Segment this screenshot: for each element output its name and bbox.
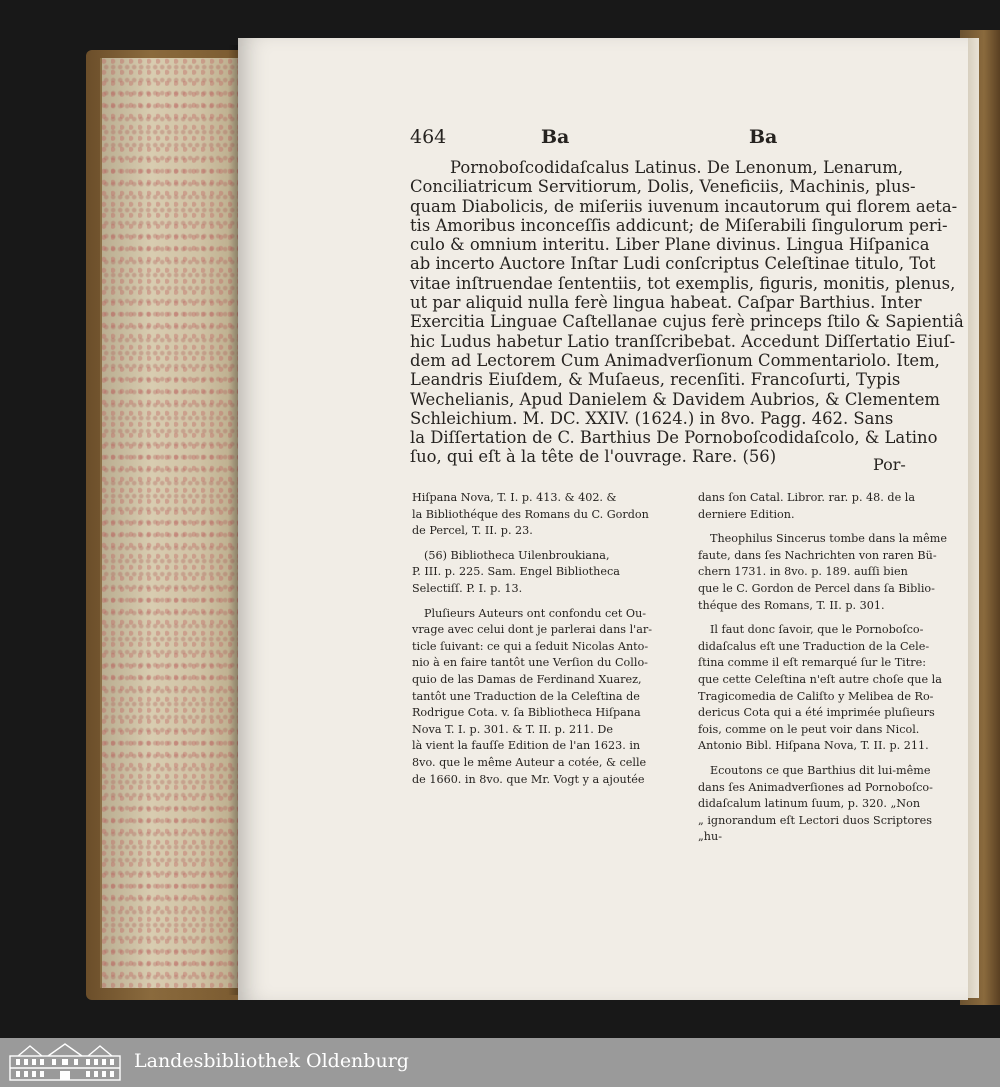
footnote-line: Antonio Bibl. Hiſpana Nova, T. II. p. 211. [698, 739, 929, 753]
main-text-line: ſuo, qui eſt à la tête de l'ouvrage. Rare. (56) [410, 447, 777, 467]
main-text-line: Exercitia Linguae Caſtellanae cujus ferè princeps ſtilo & Sapientiâ [410, 312, 964, 332]
main-text-line: hic Ludus habetur Latio tranſſcribebat. Accedunt Diſſertatio Eiuſ- [410, 331, 956, 351]
footnote-line: didaſcalum latinum ſuum, p. 320. „Non [698, 797, 921, 811]
footnote-line: Tragicomedia de Caliſto y Melibea de Ro- [698, 689, 934, 703]
main-text-line: culo & omnium interitu. Liber Plane divinus. Lingua Hiſpanica [410, 235, 930, 255]
main-text-line: vitae inſtruendae ſententiis, tot exemplis, figuris, monitis, plenus, [410, 273, 956, 293]
footnote-line: Pluſieurs Auteurs ont confondu cet Ou- [424, 606, 647, 620]
footnote-line: quio de las Damas de Ferdinand Xuarez, [412, 672, 642, 686]
footnote-paragraph [412, 548, 650, 598]
book-page-edge [100, 58, 242, 988]
footnote-line: Nova T. I. p. 301. & T. II. p. 211. De [412, 722, 613, 736]
footnote-line: là vient la fauſſe Edition de l'an 1623. in [412, 739, 641, 753]
footnote-line: Rodrigue Cota. v. ſa Bibliotheca Hiſpana [412, 706, 641, 720]
footnotes-left-column [412, 490, 653, 796]
main-text-line: Leandris Eiuſdem, & Muſaeus, recenſiti. Francoſurti, Typis [410, 370, 901, 390]
footnote-paragraph [412, 490, 650, 540]
library-footer-bar [0, 1038, 1000, 1087]
footnote-line: ticle ſuivant: ce qui a ſeduit Nicolas Anto- [412, 639, 649, 653]
main-text-line: Schleichium. M. DC. XXIV. (1624.) in 8vo. Pagg. 462. Sans [410, 408, 894, 428]
footnote-line: derniere Edition. [698, 507, 795, 521]
running-head-right: Ba [749, 126, 778, 148]
catchword: Por- [873, 455, 906, 474]
main-text-line: ut par aliquid nulla ferè lingua habeat. Caſpar Barthius. Inter [410, 293, 922, 313]
footnote-line: de 1660. in 8vo. que Mr. Vogt y a ajoutée [412, 772, 645, 786]
main-text-line: Conciliatricum Servitiorum, Dolis, Veneficiis, Machinis, plus- [410, 177, 916, 197]
footnote-line: didaſcalus eſt une Traduction de la Cele- [698, 639, 930, 653]
footnote-line: la Bibliothéque des Romans du C. Gordon [412, 507, 649, 521]
footnote-line: Theophilus Sincerus tombe dans la même [710, 532, 948, 546]
footnote-line: faute, dans ſes Nachrichten von raren Bü- [698, 548, 937, 562]
footnote-paragraph [698, 531, 948, 614]
footnote-line: Hiſpana Nova, T. I. p. 413. & 402. & [412, 491, 617, 504]
page-number: 464 [410, 126, 447, 148]
footnote-paragraph [698, 490, 915, 523]
main-entry-text [410, 158, 964, 467]
running-head-left: Ba [541, 126, 570, 148]
footnote-line: que le C. Gordon de Percel dans ſa Biblio- [698, 581, 935, 595]
footnote-line: Ecoutons ce que Barthius dit lui-même [710, 763, 931, 777]
main-text-line: tis Amoribus inconceſſis addicunt; de Miſerabili ſingulorum peri- [410, 215, 948, 235]
footnote-line: Selectiſſ. P. I. p. 13. [412, 581, 523, 595]
main-text-line: Wechelianis, Apud Danielem & Davidem Aubrios, & Clementem [410, 389, 940, 409]
footnote-line: 8vo. que le même Auteur a cotée, & celle [412, 755, 647, 769]
footnote-line: „hu- [698, 830, 722, 844]
footnote-line: dans ſon Catal. Libror. rar. p. 48. de la [698, 491, 915, 504]
footnote-line: vrage avec celui dont je parlerai dans l'ar- [412, 623, 653, 637]
footnote-line: Il faut donc ſavoir, que le Pornoboſco- [710, 623, 924, 637]
footnote-line: nio à en faire tantôt une Verſion du Collo- [412, 656, 648, 670]
footnote-line: „ ignorandum eſt Lectori duos Scriptores [698, 813, 932, 827]
main-text-line: dem ad Lectorem Cum Animadverſionum Commentariolo. Item, [410, 350, 940, 370]
library-building-logo-icon [8, 1042, 122, 1082]
footnote-line: dericus Cota qui a été imprimée pluſieurs [698, 706, 935, 720]
library-name: Landesbibliothek Oldenburg [134, 1050, 409, 1072]
footnote-line: que cette Celeſtina n'eſt autre choſe que la [698, 672, 942, 686]
main-text-line: Pornoboſcodidaſcalus Latinus. De Lenonum, Lenarum, [450, 158, 904, 177]
footnote-line: dans ſes Animadverſiones ad Pornoboſco- [698, 780, 933, 794]
footnote-line: P. III. p. 225. Sam. Engel Bibliotheca [412, 565, 620, 579]
main-text-line: quam Diabolicis, de miſeriis iuvenum incautorum qui florem aeta- [410, 196, 958, 216]
footnotes-right-column [698, 490, 948, 854]
footnote-line: ſtina comme il eſt remarqué ſur le Titre: [698, 656, 926, 670]
book-page [238, 38, 968, 1000]
footnote-paragraph [698, 763, 933, 846]
footnote-line: théque des Romans, T. II. p. 301. [698, 598, 885, 612]
footnote-paragraph [412, 606, 653, 789]
footnote-line: fois, comme on le peut voir dans Nicol. [698, 722, 920, 736]
footnote-line: tantôt une Traduction de la Celeſtina de [412, 689, 640, 703]
footnote-line: de Percel, T. II. p. 23. [412, 524, 533, 538]
main-text-line: la Diſſertation de C. Barthius De Pornoboſcodidaſcolo, & Latino [410, 428, 938, 448]
footnote-line: (56) Bibliotheca Uilenbroukiana, [424, 548, 610, 562]
footnote-paragraph [698, 622, 942, 755]
footnote-line: chern 1731. in 8vo. p. 189. auſſi bien [698, 565, 908, 579]
main-text-line: ab incerto Auctore Inſtar Ludi conſcriptus Celeſtinae titulo, Tot [410, 254, 936, 274]
